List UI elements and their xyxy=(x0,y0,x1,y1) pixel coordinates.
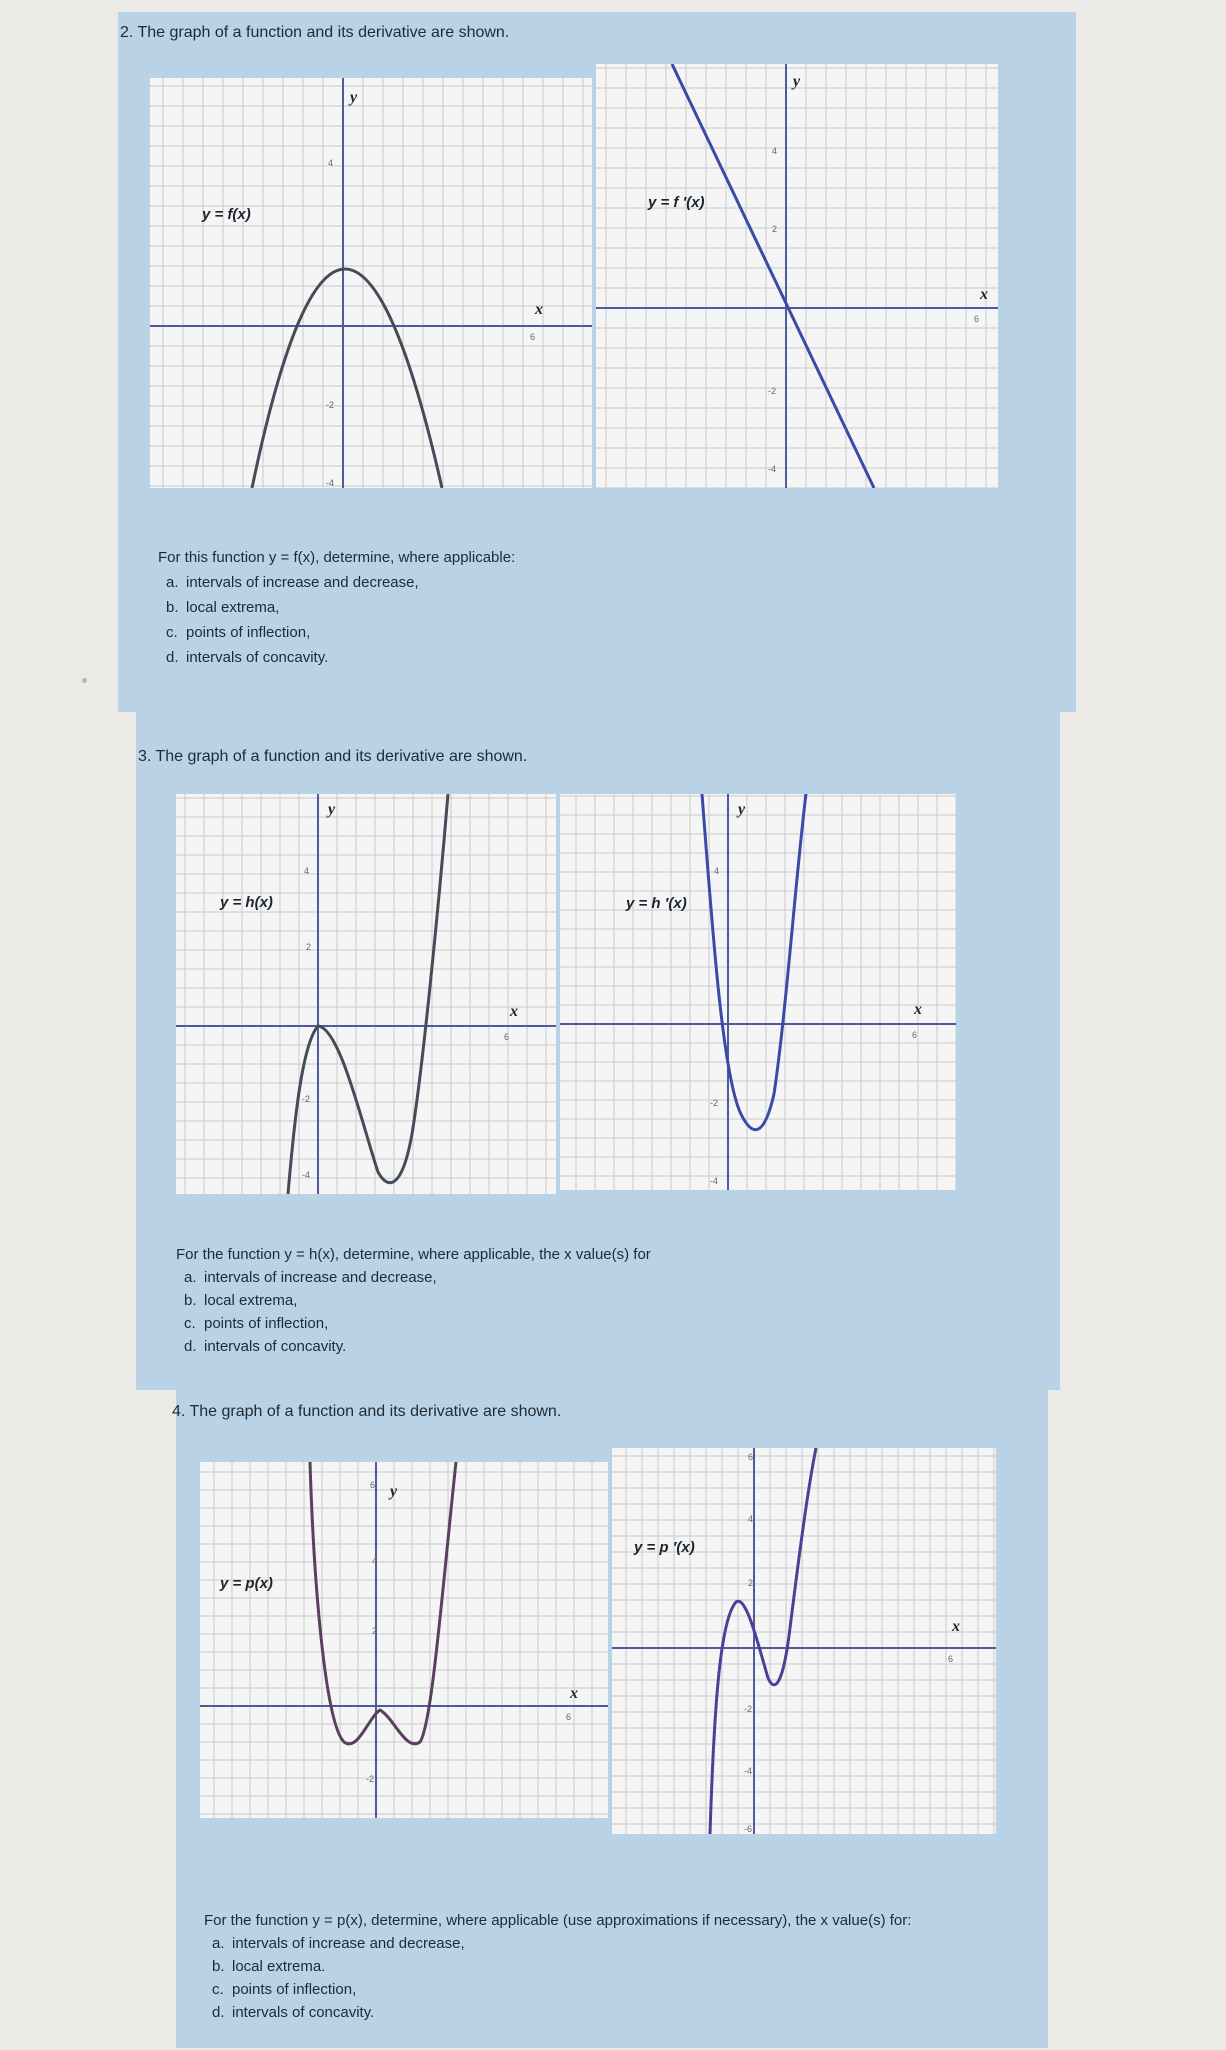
task-item: c. points of inflection, xyxy=(184,1315,329,1332)
task-list xyxy=(158,570,515,670)
y-tick-4: 4 xyxy=(714,866,720,876)
task-item: a. intervals of increase and decrease, xyxy=(184,1269,437,1286)
y-tick-neg4: -4 xyxy=(744,1766,753,1776)
x-axis-label: x xyxy=(570,1685,578,1702)
y-axis-label: y xyxy=(390,1483,398,1500)
y-tick-6: 6 xyxy=(748,1452,754,1462)
x-tick-6: 6 xyxy=(948,1654,954,1664)
question-4-prompt: For the function y = p(x), determine, where applicable (use approximations if necessary), the x value(s) for: xyxy=(204,1912,912,1929)
graph-p-prime-svg xyxy=(612,1448,996,1834)
f-curve xyxy=(252,269,442,488)
task-item: d. intervals of concavity. xyxy=(166,649,329,666)
task-item: c. points of inflection, xyxy=(166,624,311,641)
graph-p xyxy=(200,1462,608,1818)
graph-p-prime xyxy=(612,1448,996,1834)
y-tick-neg2: -2 xyxy=(768,386,777,396)
graph-f-prime xyxy=(596,64,998,488)
y-tick-neg4: -4 xyxy=(768,464,777,474)
task-item: b. local extrema, xyxy=(184,1292,298,1309)
task-item: d. intervals of concavity. xyxy=(184,1338,347,1355)
f-label: y = f(x) xyxy=(202,206,251,223)
graph-p-svg xyxy=(200,1462,608,1818)
question-4-tasks xyxy=(204,1909,911,2024)
task-list xyxy=(204,1932,911,2024)
task-item: b. local extrema, xyxy=(166,599,280,616)
y-tick-neg2: -2 xyxy=(366,1774,375,1784)
question-2-tasks xyxy=(158,545,515,670)
task-item: c. points of inflection, xyxy=(212,1981,357,1998)
graph-f xyxy=(150,78,592,488)
grid xyxy=(612,1448,996,1834)
p-label: y = p(x) xyxy=(220,1575,273,1592)
y-tick-neg6: -6 xyxy=(744,1824,753,1834)
y-tick-4: 4 xyxy=(772,146,778,156)
x-axis-label: x xyxy=(510,1003,518,1020)
graph-h xyxy=(176,794,556,1194)
y-axis-label: y xyxy=(793,73,801,90)
graph-f-svg xyxy=(150,78,592,488)
graph-h-svg xyxy=(176,794,556,1194)
question-4-heading: 4. The graph of a function and its derivative are shown. xyxy=(172,1403,562,1420)
y-tick-neg2: -2 xyxy=(710,1098,719,1108)
y-axis-label: y xyxy=(328,801,336,818)
grid xyxy=(596,64,998,488)
y-tick-2: 2 xyxy=(372,1626,378,1636)
grid xyxy=(150,78,592,488)
task-item: b. local extrema. xyxy=(212,1958,326,1975)
x-tick-6: 6 xyxy=(974,314,980,324)
h-prime-label: y = h ′(x) xyxy=(626,895,687,912)
graph-h-prime xyxy=(560,794,956,1190)
grid xyxy=(200,1462,608,1818)
question-3-prompt: For the function y = h(x), determine, where applicable, the x value(s) for xyxy=(176,1246,651,1263)
task-item: a. intervals of increase and decrease, xyxy=(166,574,419,591)
y-tick-2: 2 xyxy=(306,942,312,952)
x-axis-label: x xyxy=(914,1001,922,1018)
p-prime-label: y = p ′(x) xyxy=(634,1539,695,1556)
x-tick-6: 6 xyxy=(566,1712,572,1722)
y-tick-neg4: -4 xyxy=(710,1176,719,1186)
y-tick-neg2: -2 xyxy=(744,1704,753,1714)
y-axis-label: y xyxy=(350,89,358,106)
graph-f-prime-svg xyxy=(596,64,998,488)
task-list xyxy=(176,1266,651,1358)
question-2-prompt: For this function y = f(x), determine, where applicable: xyxy=(158,549,516,566)
y-tick-neg4: -4 xyxy=(326,478,335,488)
y-axis-label: y xyxy=(738,801,746,818)
y-tick-6: 6 xyxy=(370,1480,376,1490)
p-curve xyxy=(310,1462,456,1744)
y-tick-neg4: -4 xyxy=(302,1170,311,1180)
h-prime-curve xyxy=(702,794,806,1130)
x-tick-6: 6 xyxy=(530,332,536,342)
x-axis-label: x xyxy=(535,301,543,318)
h-curve xyxy=(288,794,448,1194)
x-axis-label: x xyxy=(952,1618,960,1635)
h-label: y = h(x) xyxy=(220,894,273,911)
question-2-heading: 2. The graph of a function and its derivative are shown. xyxy=(120,24,510,41)
question-3-heading: 3. The graph of a function and its derivative are shown. xyxy=(138,748,528,765)
y-tick-neg2: -2 xyxy=(326,400,335,410)
x-axis-label: x xyxy=(980,286,988,303)
y-tick-neg2: -2 xyxy=(302,1094,311,1104)
y-tick-4: 4 xyxy=(304,866,310,876)
task-item: a. intervals of increase and decrease, xyxy=(212,1935,465,1952)
task-item: d. intervals of concavity. xyxy=(212,2004,375,2021)
y-tick-2: 2 xyxy=(748,1578,754,1588)
y-tick-4: 4 xyxy=(328,158,334,168)
question-3-tasks xyxy=(176,1243,651,1358)
y-tick-4: 4 xyxy=(372,1556,378,1566)
x-tick-6: 6 xyxy=(912,1030,918,1040)
x-tick-6: 6 xyxy=(504,1032,510,1042)
f-prime-label: y = f ′(x) xyxy=(648,194,705,211)
graph-h-prime-svg xyxy=(560,794,956,1190)
y-tick-2: 2 xyxy=(772,224,778,234)
paper-speck xyxy=(82,678,87,683)
y-tick-4: 4 xyxy=(748,1514,754,1524)
